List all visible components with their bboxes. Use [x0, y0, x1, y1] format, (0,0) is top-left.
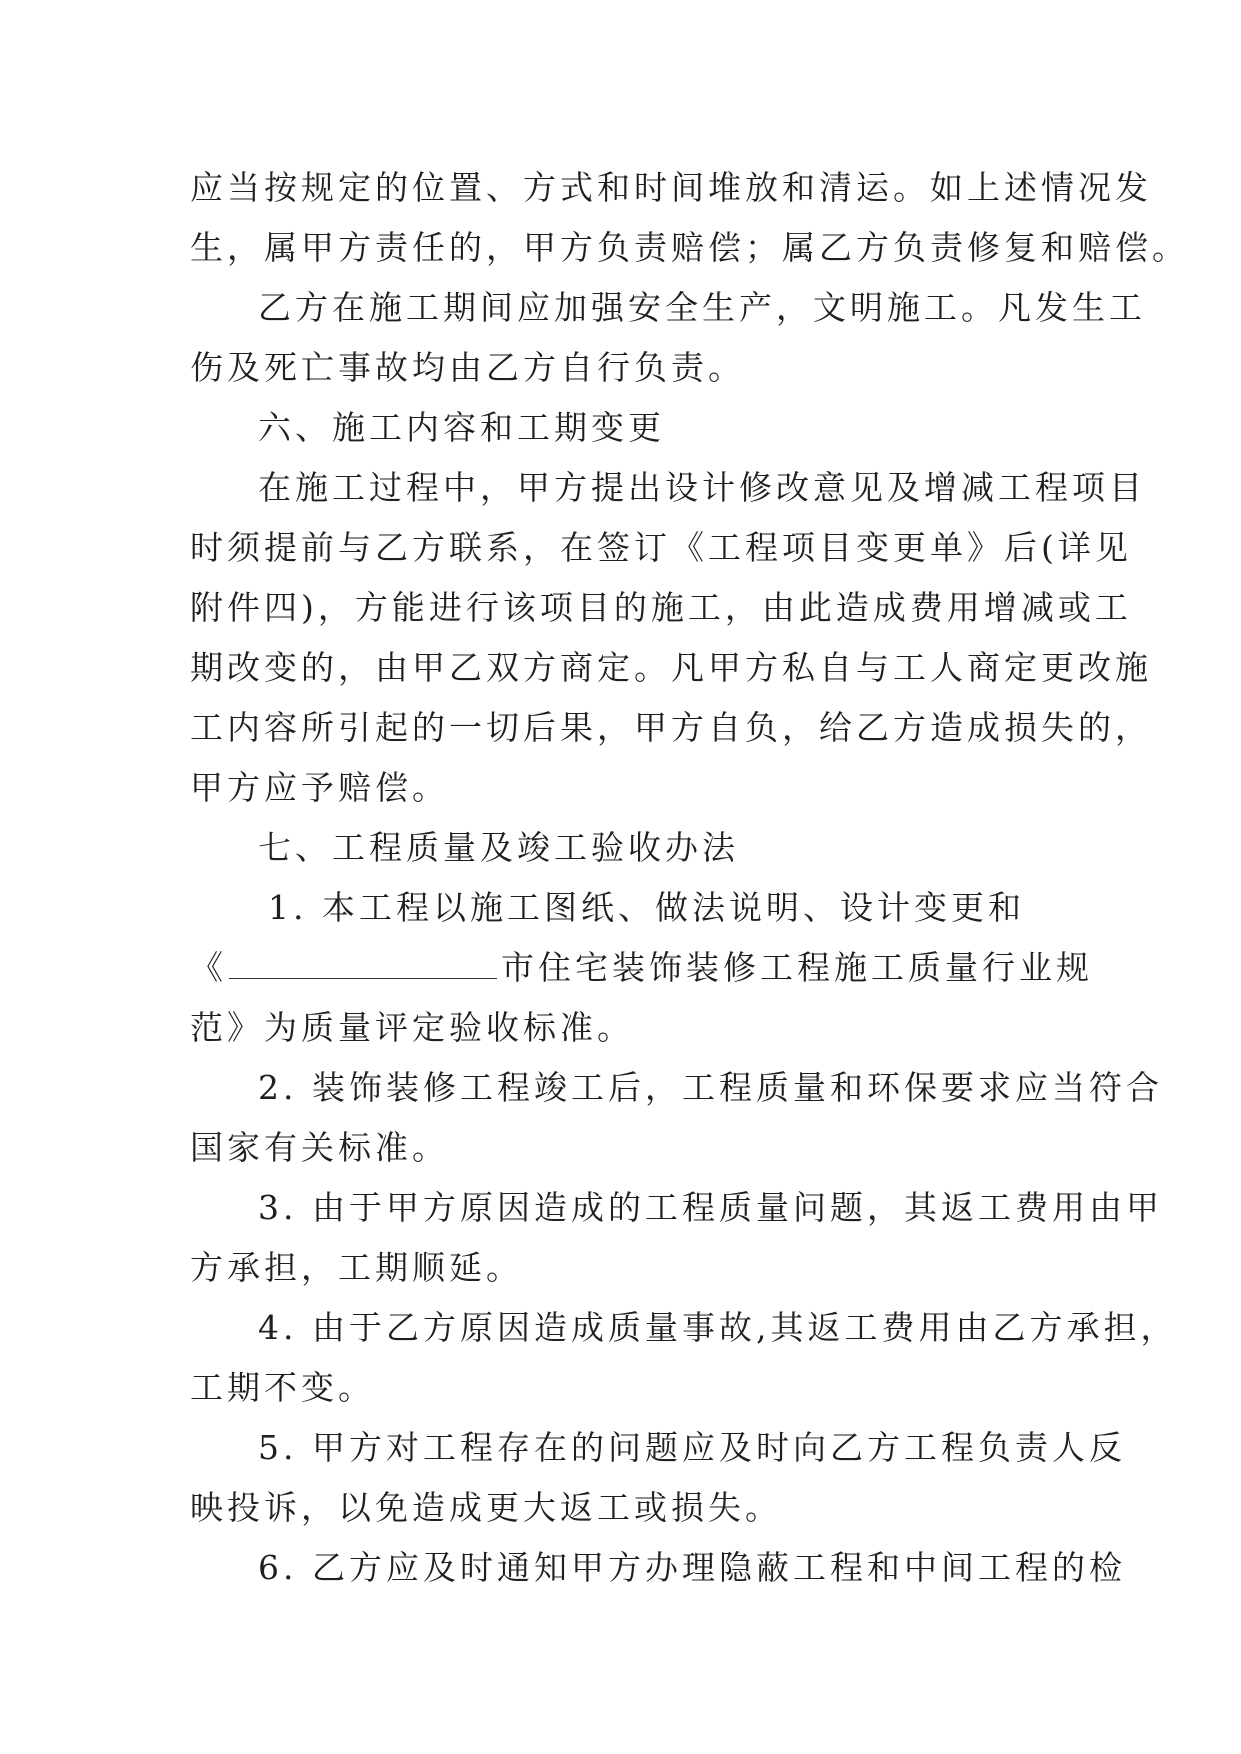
text-fragment: 市住宅装饰装修工程施工质量行业规 — [501, 948, 1093, 987]
text-line: 6. 乙方应及时通知甲方办理隐蔽工程和中间工程的检 — [258, 1548, 1126, 1587]
text-line: 1. 本工程以施工图纸、做法说明、设计变更和 — [268, 888, 1025, 927]
text-line: 在施工过程中，甲方提出设计修改意见及增减工程项目 — [258, 468, 1146, 507]
text-line: 映投诉，以免造成更大返工或损失。 — [190, 1488, 782, 1527]
text-line: 4. 由于乙方原因造成质量事故,其返工费用由乙方承担， — [258, 1308, 1178, 1347]
section-heading: 七、工程质量及竣工验收办法 — [258, 828, 739, 867]
text-line: 期改变的，由甲乙双方商定。凡甲方私自与工人商定更改施 — [190, 648, 1152, 687]
section-heading: 六、施工内容和工期变更 — [258, 408, 665, 447]
text-line: 国家有关标准。 — [190, 1128, 449, 1167]
text-line: 工内容所引起的一切后果，甲方自负，给乙方造成损失的， — [190, 708, 1152, 747]
text-line: 附件四)，方能进行该项目的施工，由此造成费用增减或工 — [190, 588, 1132, 627]
open-quote: 《 — [190, 948, 227, 987]
text-line-with-blank — [190, 938, 1093, 998]
text-line: 应当按规定的位置、方式和时间堆放和清运。如上述情况发 — [190, 168, 1152, 207]
text-line: 生，属甲方责任的，甲方负责赔偿；属乙方负责修复和赔偿。 — [190, 228, 1189, 267]
text-line: 伤及死亡事故均由乙方自行负责。 — [190, 348, 745, 387]
text-line: 乙方在施工期间应加强安全生产，文明施工。凡发生工 — [258, 288, 1146, 327]
text-line: 5. 甲方对工程存在的问题应及时向乙方工程负责人反 — [258, 1428, 1126, 1467]
text-line: 时须提前与乙方联系，在签订《工程项目变更单》后(详见 — [190, 528, 1132, 567]
text-line: 工期不变。 — [190, 1368, 375, 1407]
text-line: 范》为质量评定验收标准。 — [190, 1008, 634, 1047]
text-line: 甲方应予赔偿。 — [190, 768, 449, 807]
text-line: 2. 装饰装修工程竣工后，工程质量和环保要求应当符合 — [258, 1068, 1163, 1107]
text-line: 方承担，工期顺延。 — [190, 1248, 523, 1287]
text-line: 3. 由于甲方原因造成的工程质量问题，其返工费用由甲 — [258, 1188, 1163, 1227]
city-blank-field — [229, 950, 497, 979]
document-body — [190, 158, 1189, 1598]
